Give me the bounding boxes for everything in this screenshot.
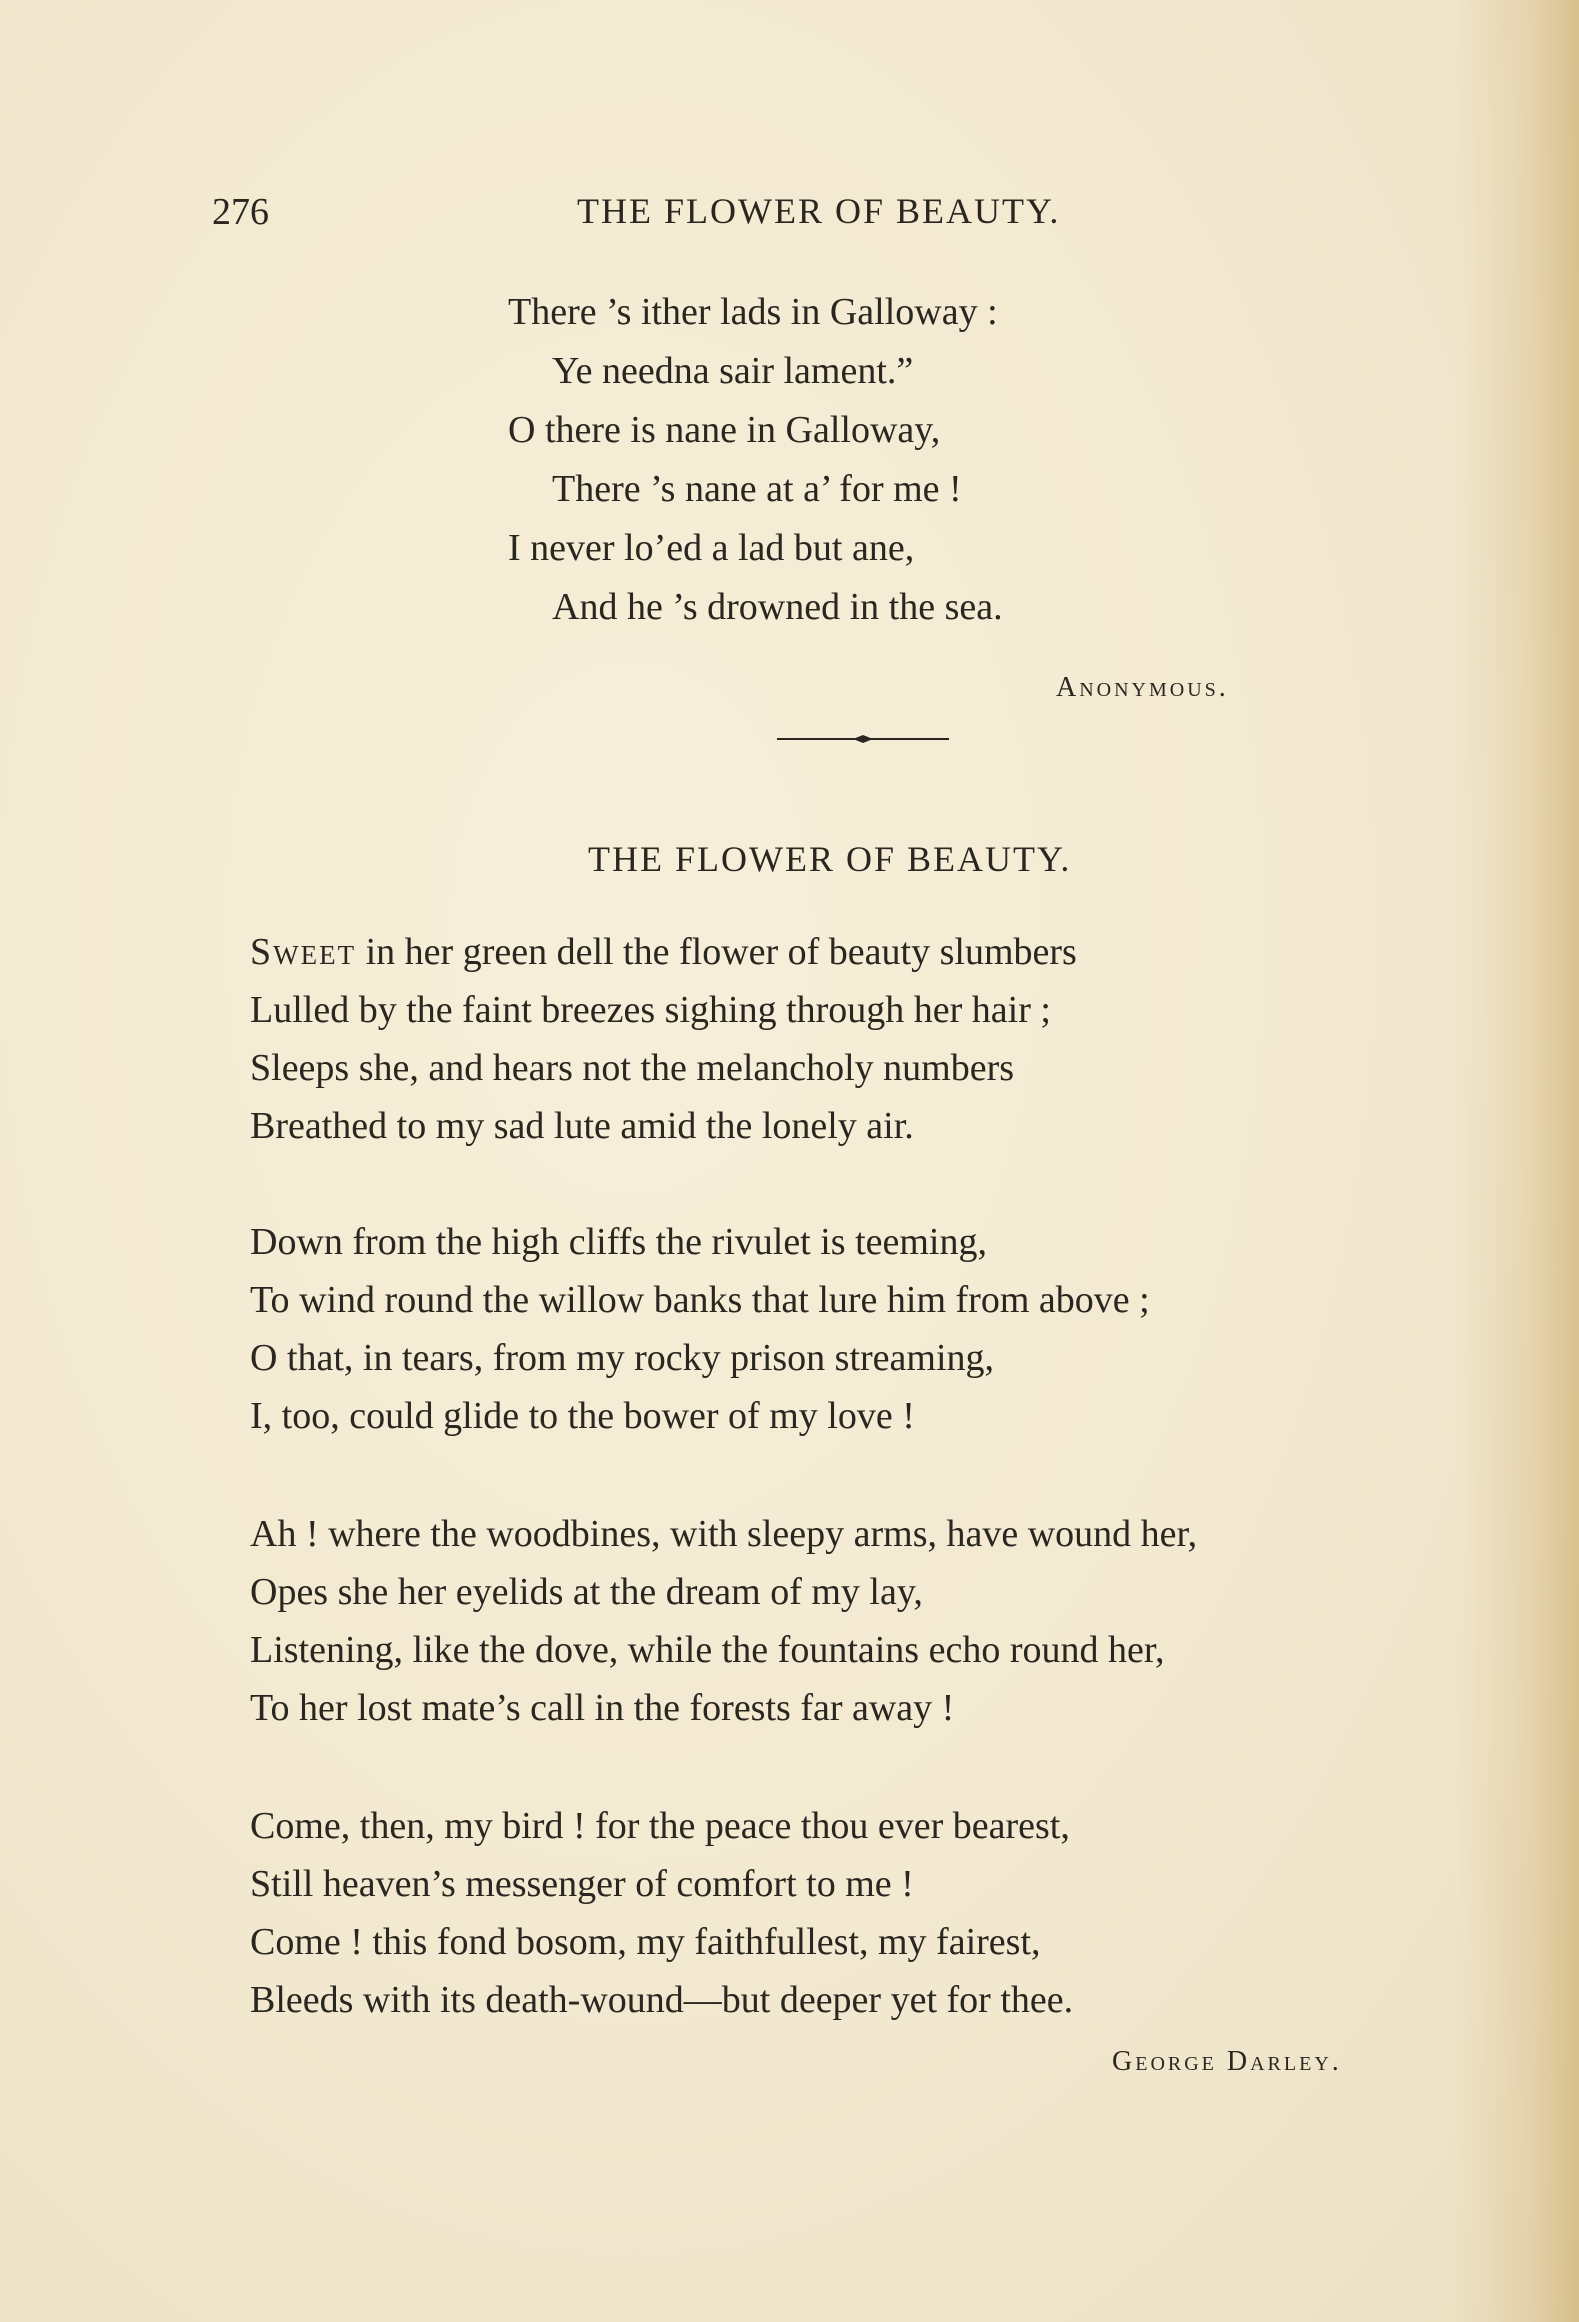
verse-line: Still heaven’s messenger of comfort to me ! — [250, 1863, 914, 1905]
poem-title: THE FLOWER OF BEAUTY. — [588, 839, 1072, 879]
first-line-rest: in her green dell the flower of beauty slumbers — [356, 931, 1077, 973]
verse-line: Come ! this fond bosom, my faithfullest, my fairest, — [250, 1921, 1041, 1963]
verse-line: Down from the high cliffs the rivulet is teeming, — [250, 1221, 987, 1263]
verse-line-first — [250, 932, 1077, 972]
verse-line: Opes she her eyelids at the dream of my lay, — [250, 1571, 923, 1613]
page-number: 276 — [212, 191, 269, 233]
attribution-anonymous: Anonymous. — [1056, 672, 1229, 703]
verse-line: O there is nane in Galloway, — [508, 409, 941, 451]
drop-word: Sweet — [250, 931, 357, 973]
running-head — [212, 190, 1212, 240]
verse-line: And he ’s drowned in the sea. — [552, 586, 1003, 628]
running-title: THE FLOWER OF BEAUTY. — [577, 191, 1061, 231]
verse-line: There ’s nane at a’ for me ! — [552, 468, 962, 510]
verse-line: O that, in tears, from my rocky prison streaming, — [250, 1337, 995, 1379]
section-divider-ornament — [777, 734, 949, 744]
verse-line: To her lost mate’s call in the forests far away ! — [250, 1687, 955, 1729]
verse-line: Lulled by the faint breezes sighing through her hair ; — [250, 989, 1051, 1031]
verse-line: To wind round the willow banks that lure him from above ; — [250, 1279, 1150, 1321]
verse-line: Breathed to my sad lute amid the lonely air. — [250, 1105, 914, 1147]
verse-line: There ’s ither lads in Galloway : — [508, 291, 998, 333]
verse-line: Ye needna sair lament.” — [552, 350, 914, 392]
attribution-george-darley: George Darley. — [1112, 2046, 1342, 2077]
verse-line: I, too, could glide to the bower of my love ! — [250, 1395, 915, 1437]
verse-line: I never lo’ed a lad but ane, — [508, 527, 915, 569]
verse-line: Bleeds with its death-wound—but deeper yet for thee. — [250, 1979, 1074, 2021]
verse-line: Listening, like the dove, while the fountains echo round her, — [250, 1629, 1165, 1671]
verse-line: Come, then, my bird ! for the peace thou ever bearest, — [250, 1805, 1070, 1847]
verse-line: Ah ! where the woodbines, with sleepy arms, have wound her, — [250, 1513, 1198, 1555]
verse-line: Sleeps she, and hears not the melancholy numbers — [250, 1047, 1015, 1089]
